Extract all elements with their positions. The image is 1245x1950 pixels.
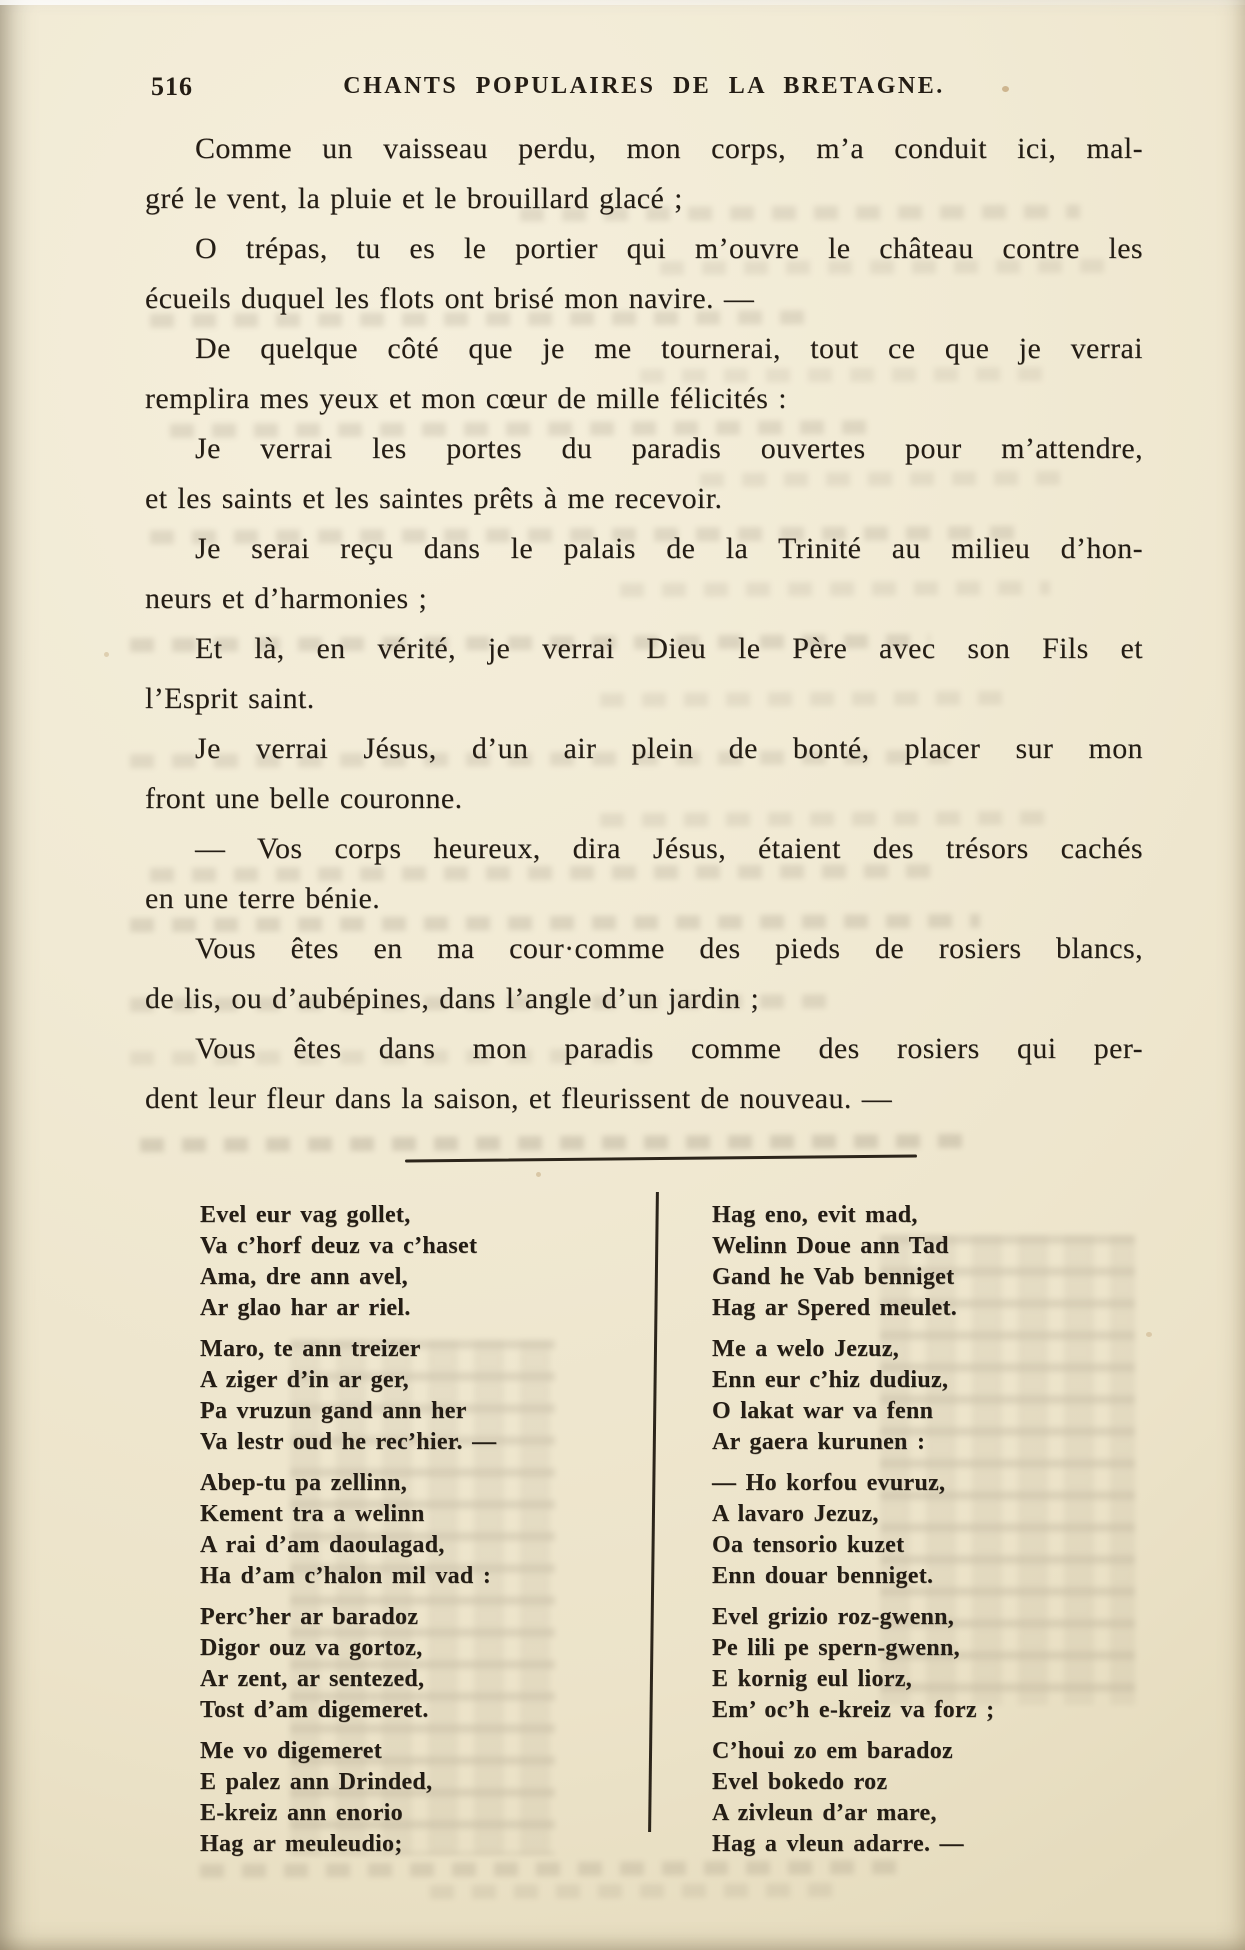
prose-line: gré le vent, la pluie et le brouillard glacé ; bbox=[145, 182, 683, 215]
verse-stanza bbox=[712, 1736, 1142, 1860]
verse-line: Evel grizio roz-gwenn, bbox=[712, 1604, 955, 1630]
verse-line: Perc’her ar baradoz bbox=[200, 1604, 419, 1630]
verse-line: A lavaro Jezuz, bbox=[712, 1501, 879, 1527]
verse-line: O lakat war va fenn bbox=[712, 1398, 934, 1424]
verse-line: Va lestr oud he rec’hier. — bbox=[200, 1429, 497, 1455]
verse-line: Evel bokedo roz bbox=[712, 1769, 888, 1795]
page-top-edge bbox=[0, 0, 1245, 5]
foxing-speck bbox=[536, 1172, 541, 1177]
prose-paragraph bbox=[145, 924, 1143, 1024]
verse-line: Gand he Vab benniget bbox=[712, 1264, 955, 1290]
verse-line: Tost d’am digemeret. bbox=[200, 1697, 429, 1723]
verse-line: E kornig eul liorz, bbox=[712, 1666, 913, 1692]
verse-stanza bbox=[200, 1468, 630, 1592]
verse-line: Evel eur vag gollet, bbox=[200, 1202, 411, 1228]
verse-stanza bbox=[200, 1736, 630, 1860]
verse-stanza bbox=[200, 1200, 630, 1324]
verse-line: Hag ar Spered meulet. bbox=[712, 1295, 958, 1321]
prose-paragraph bbox=[145, 1024, 1143, 1124]
verse-line: Hag eno, evit mad, bbox=[712, 1202, 918, 1228]
verse-line: A zivleun d’ar mare, bbox=[712, 1800, 937, 1826]
prose-line: et les saints et les saintes prêts à me recevoir. bbox=[145, 482, 723, 515]
foxing-speck bbox=[104, 652, 109, 657]
verse-line: Kement tra a welinn bbox=[200, 1501, 425, 1527]
verse-stanza bbox=[712, 1602, 1142, 1726]
verse-line: Ama, dre ann avel, bbox=[200, 1264, 408, 1290]
verse-line: Maro, te ann treizer bbox=[200, 1336, 421, 1362]
prose-line: Je verrai les portes du paradis ouvertes pour m’attendre, bbox=[195, 432, 1143, 465]
prose-paragraph bbox=[145, 524, 1143, 624]
verse-line: Em’ oc’h e-kreiz va forz ; bbox=[712, 1697, 995, 1723]
verse-line: Welinn Doue ann Tad bbox=[712, 1233, 949, 1259]
column-divider-rule bbox=[648, 1192, 658, 1832]
bleedthrough-smudge bbox=[430, 1883, 850, 1899]
prose-line: Je verrai Jésus, d’un air plein de bonté, placer sur mon bbox=[195, 732, 1143, 765]
bleedthrough-smudge bbox=[140, 1134, 980, 1152]
prose-line: O trépas, tu es le portier qui m’ouvre le château contre les bbox=[195, 232, 1143, 265]
prose-line: l’Esprit saint. bbox=[145, 682, 315, 715]
prose-line: remplira mes yeux et mon cœur de mille félicités : bbox=[145, 382, 787, 415]
prose-line: écueils duquel les flots ont brisé mon navire. — bbox=[145, 282, 755, 315]
verse-line: Enn douar benniget. bbox=[712, 1563, 934, 1589]
verse-right-column bbox=[712, 1200, 1142, 1870]
verse-line: Me vo digemeret bbox=[200, 1738, 382, 1764]
section-divider-rule bbox=[405, 1155, 917, 1163]
prose-line: Et là, en vérité, je verrai Dieu le Père avec son Fils et bbox=[195, 632, 1143, 665]
prose-paragraph bbox=[145, 624, 1143, 724]
verse-stanza bbox=[200, 1334, 630, 1458]
verse-line: Va c’horf deuz va c’haset bbox=[200, 1233, 478, 1259]
prose-line: Je serai reçu dans le palais de la Trinité au milieu d’hon- bbox=[195, 532, 1143, 565]
prose-paragraph bbox=[145, 224, 1143, 324]
verse-stanza bbox=[200, 1602, 630, 1726]
verse-line: Hag ar meuleudio; bbox=[200, 1831, 403, 1857]
verse-line: Ar gaera kurunen : bbox=[712, 1429, 926, 1455]
prose-paragraph bbox=[145, 724, 1143, 824]
prose-line: Comme un vaisseau perdu, mon corps, m’a conduit ici, mal- bbox=[195, 132, 1143, 165]
foxing-speck bbox=[1146, 1332, 1152, 1337]
prose-line: Vous êtes dans mon paradis comme des rosiers qui per- bbox=[195, 1032, 1143, 1065]
prose-line: de lis, ou d’aubépines, dans l’angle d’un jardin ; bbox=[145, 982, 760, 1015]
verse-line: Me a welo Jezuz, bbox=[712, 1336, 900, 1362]
verse-left-column bbox=[200, 1200, 630, 1870]
prose-paragraph bbox=[145, 124, 1143, 224]
verse-line: Digor ouz va gortoz, bbox=[200, 1635, 423, 1661]
verse-line: A rai d’am daoulagad, bbox=[200, 1532, 445, 1558]
verse-line: C’houi zo em baradoz bbox=[712, 1738, 953, 1764]
verse-line: Hag a vleun adarre. — bbox=[712, 1831, 964, 1857]
verse-line: Oa tensorio kuzet bbox=[712, 1532, 905, 1558]
page-header bbox=[145, 72, 1143, 106]
verse-line: A ziger d’in ar ger, bbox=[200, 1367, 409, 1393]
verse-line: Ar zent, ar sentezed, bbox=[200, 1666, 425, 1692]
page-number: 516 bbox=[151, 72, 193, 101]
verse-line: Enn eur c’hiz dudiuz, bbox=[712, 1367, 949, 1393]
verse-line: Abep-tu pa zellinn, bbox=[200, 1470, 408, 1496]
verse-line: Pe lili pe spern-gwenn, bbox=[712, 1635, 960, 1661]
verse-stanza bbox=[712, 1334, 1142, 1458]
prose-block bbox=[145, 124, 1143, 1124]
verse-line: — Ho korfou evuruz, bbox=[712, 1470, 946, 1496]
prose-line: dent leur fleur dans la saison, et fleurissent de nouveau. — bbox=[145, 1082, 893, 1115]
verse-line: E palez ann Drinded, bbox=[200, 1769, 433, 1795]
prose-line: Vous êtes en ma cour·comme des pieds de rosiers blancs, bbox=[195, 932, 1143, 965]
prose-paragraph bbox=[145, 324, 1143, 424]
prose-line: en une terre bénie. bbox=[145, 882, 381, 915]
prose-paragraph bbox=[145, 424, 1143, 524]
verse-line: Pa vruzun gand ann her bbox=[200, 1398, 467, 1424]
verse-line: Ha d’am c’halon mil vad : bbox=[200, 1563, 492, 1589]
running-title: CHANTS POPULAIRES DE LA BRETAGNE. bbox=[343, 73, 945, 99]
verse-stanza bbox=[712, 1468, 1142, 1592]
prose-line: front une belle couronne. bbox=[145, 782, 463, 815]
prose-paragraph bbox=[145, 824, 1143, 924]
prose-line: De quelque côté que je me tournerai, tout ce que je verrai bbox=[195, 332, 1143, 365]
verse-line: Ar glao har ar riel. bbox=[200, 1295, 411, 1321]
verse-line: E-kreiz ann enorio bbox=[200, 1800, 403, 1826]
prose-line: neurs et d’harmonies ; bbox=[145, 582, 428, 615]
verse-stanza bbox=[712, 1200, 1142, 1324]
prose-line: — Vos corps heureux, dira Jésus, étaient des trésors cachés bbox=[195, 832, 1143, 865]
